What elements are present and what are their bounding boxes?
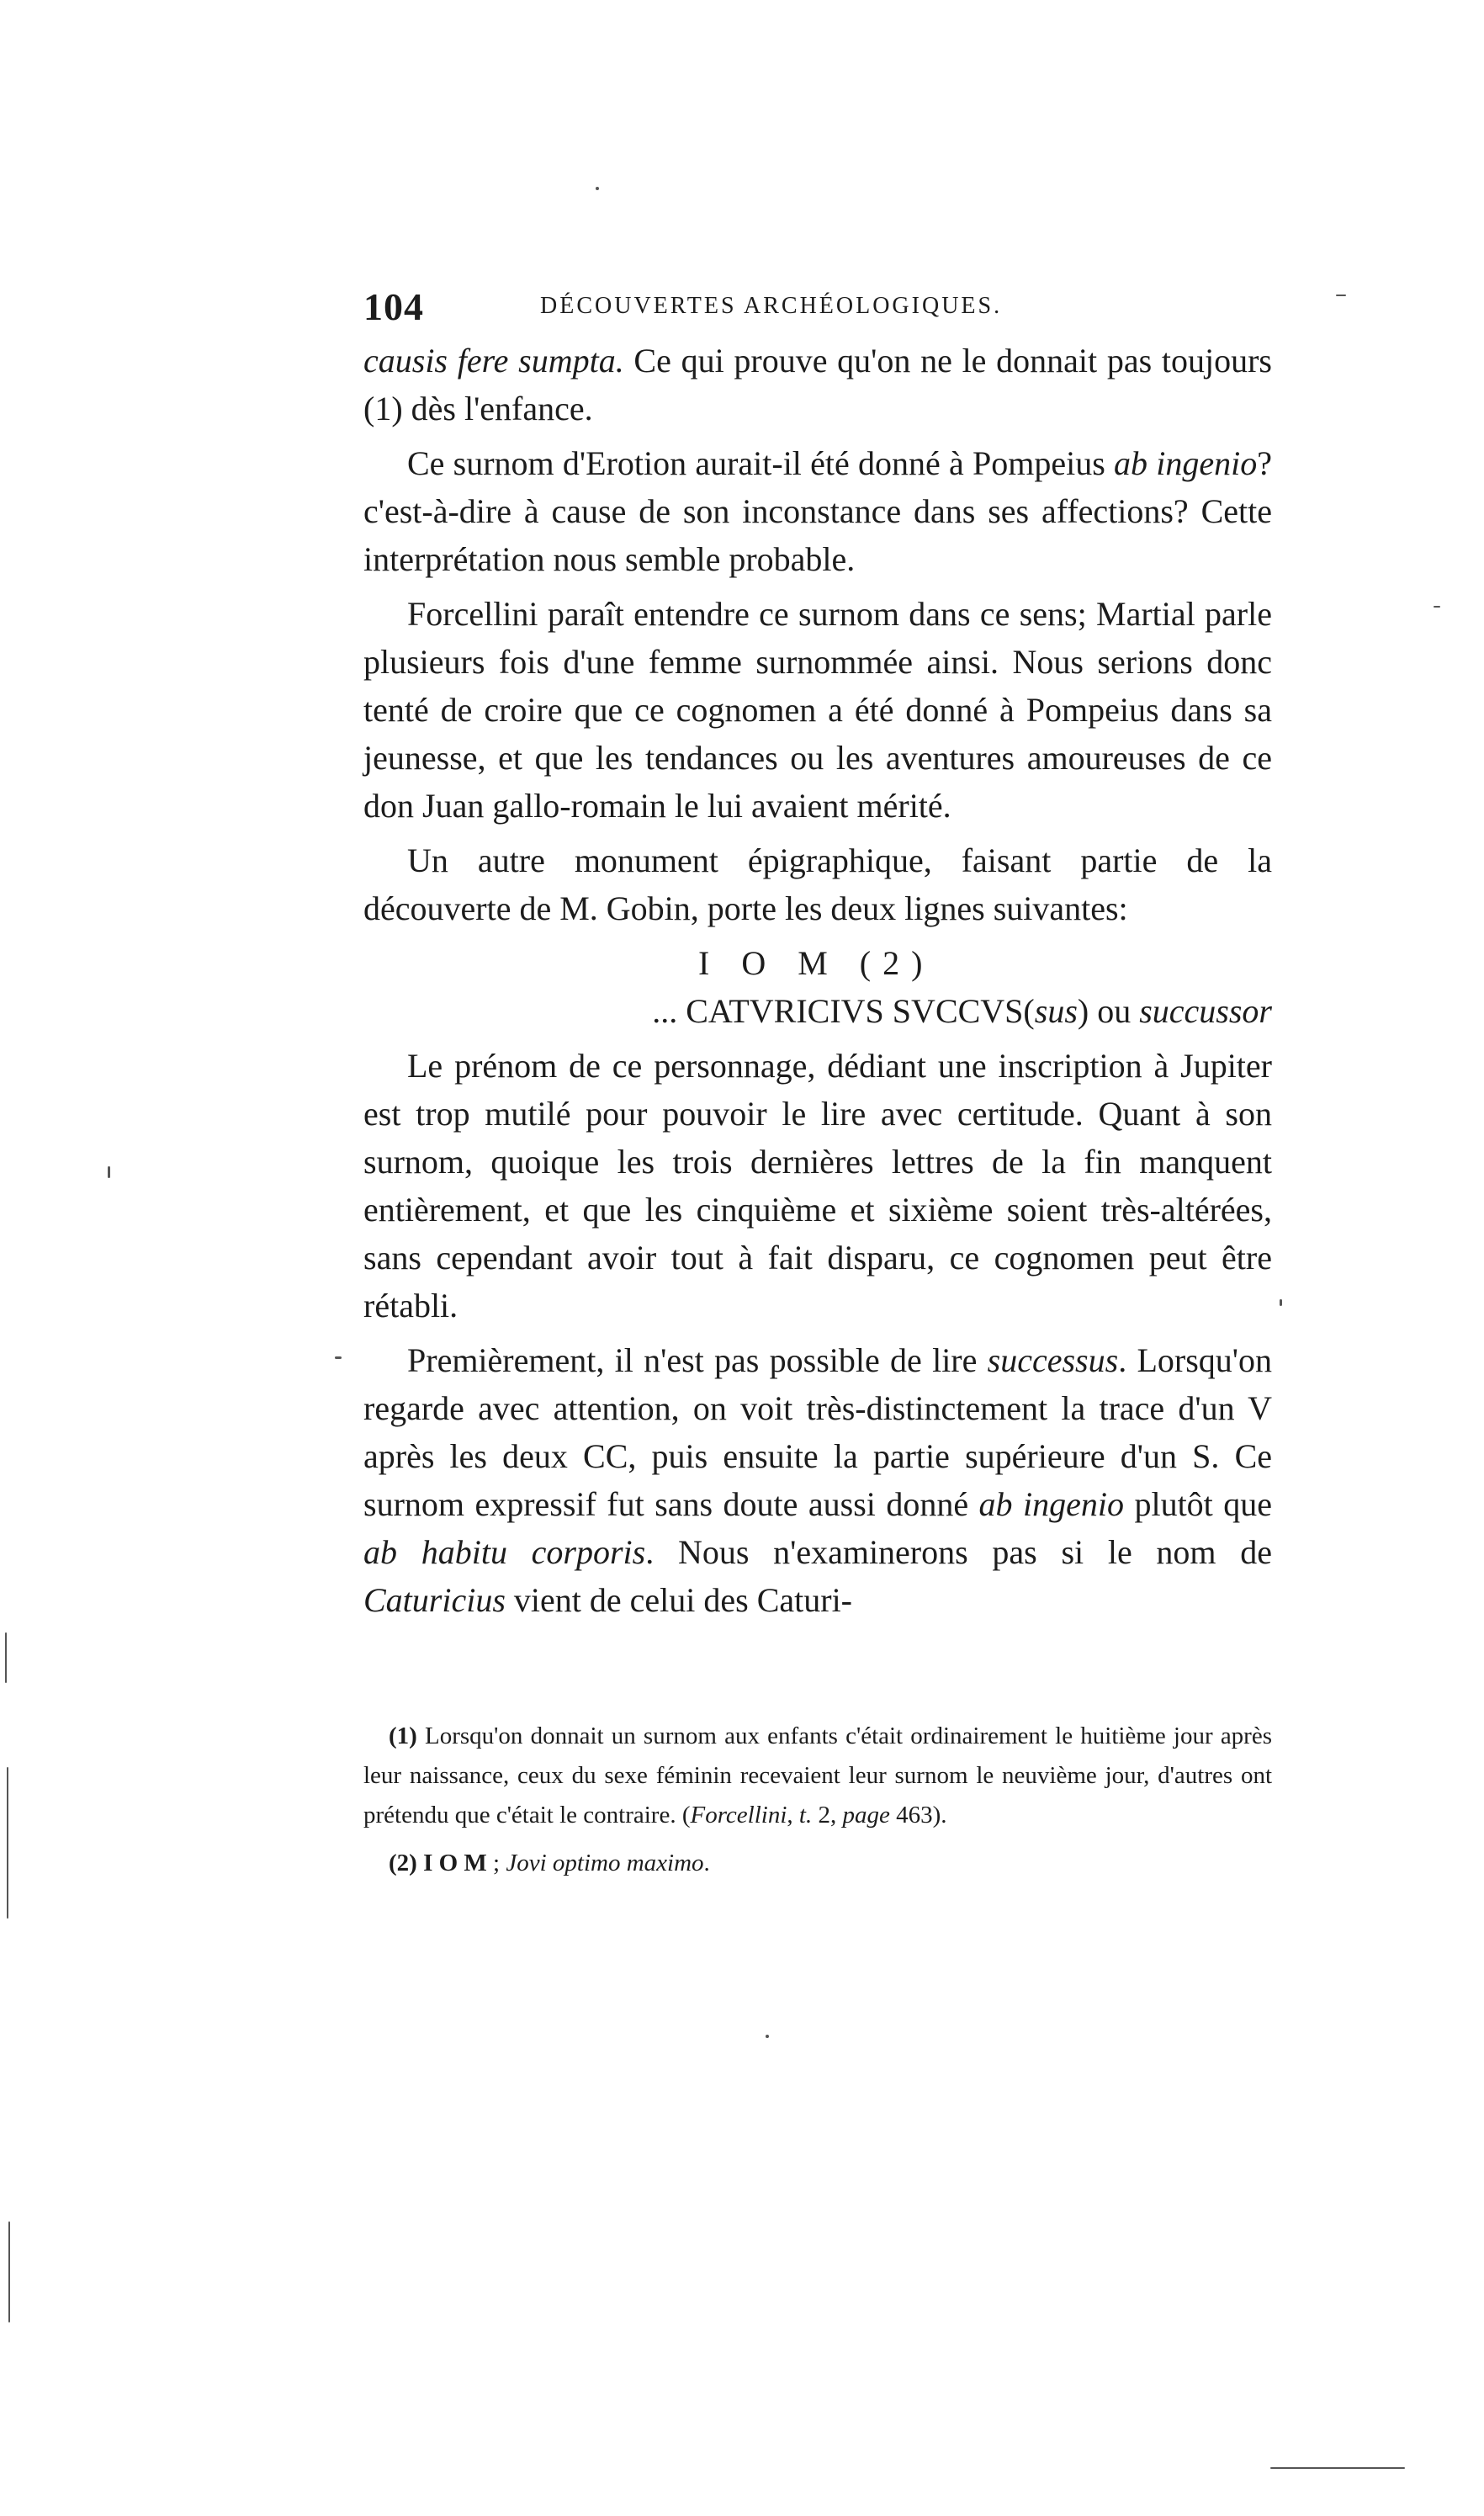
paragraph-after-text-segment: ab ingenio	[978, 1485, 1124, 1523]
paragraph-after-text-segment: plutôt que	[1124, 1485, 1273, 1523]
footnote-text-segment: ;	[486, 1850, 506, 1876]
paragraph-after-text-segment: ab habitu corporis	[363, 1533, 646, 1571]
inscription	[363, 939, 1272, 1035]
paragraph-4	[363, 836, 1272, 932]
paragraph-text-segment: Forcellini paraît entendre ce surnom dans ce sens; Martial parle plusieurs fois d'une femme surnommée ainsi. Nous serions donc tenté de croire que ce cognomen a été donné à Pompeius dans sa jeunesse, et que les tendances ou les aventures amoureuses de ce don Juan gallo-romain le lui avaient mérité.	[363, 595, 1272, 825]
footnote-text-segment: page	[842, 1802, 890, 1829]
footnote-text-segment: Lorsqu'on donnait un surnom aux enfants c'était ordinairement le huitième jour après leur naissance, ceux du sexe féminin recevaient leur surnom le neuvième jour, d'autres ont prétendu que c'était le contraire. (	[363, 1722, 1272, 1829]
footnote-1	[363, 1717, 1272, 1835]
paragraph-text-segment: ? c'est-à-dire à cause de son inconstance dans ses affections? Cette interprétation nous semble probable.	[363, 444, 1272, 578]
paragraph-after-2	[363, 1336, 1272, 1624]
paragraphs-after-inscription	[363, 1042, 1272, 1624]
page-header	[363, 284, 1272, 335]
footnote-text-segment: .	[703, 1850, 710, 1876]
footnote-text-segment: t.	[798, 1802, 813, 1829]
page-number: 104	[363, 285, 424, 328]
footnote-text-segment: ,	[787, 1802, 799, 1829]
inscription-line-2-italic: sus	[1034, 992, 1078, 1030]
footnote-text-segment: 463).	[889, 1802, 947, 1829]
inscription-line-2-mid: ) ou	[1077, 992, 1140, 1030]
paragraphs-before-inscription	[363, 337, 1272, 932]
footnotes	[363, 1717, 1272, 1892]
paragraph-after-text-segment: . Lorsqu'on regarde avec attention, on voit très-distinctement la trace d'un V après les deux CC, puis ensuite la partie supérieure d'un S. Ce surnom expressif fut sans doute aussi donné	[363, 1341, 1272, 1523]
paragraph-after-text-segment: successus	[987, 1341, 1119, 1379]
body-text	[363, 337, 1272, 1631]
paragraph-text-segment: ab ingenio	[1114, 444, 1258, 482]
footnote-2	[363, 1844, 1272, 1883]
inscription-line-1: I O M (2)	[698, 944, 935, 982]
footnote-text-segment: I O M	[416, 1850, 487, 1876]
paragraph-after-text-segment: Premièrement, il n'est pas possible de lire	[407, 1341, 988, 1379]
footnote-text-segment: 2,	[812, 1802, 843, 1829]
paragraph-text-segment: Ce qui prouve qu'on ne le donnait pas toujours (1) dès l'enfance.	[363, 342, 1272, 427]
footnote-text-segment: (2)	[389, 1850, 417, 1876]
footnote-text-segment: Forcellini	[690, 1802, 787, 1829]
paragraph-after-1	[363, 1042, 1272, 1330]
paragraph-after-text-segment: . Nous n'examinerons pas si le nom de	[645, 1533, 1272, 1571]
paragraph-text-segment: Un autre monument épigraphique, faisant partie de la découverte de M. Gobin, porte les deux lignes suivantes:	[363, 841, 1272, 927]
footnote-text-segment: Jovi optimo maximo	[506, 1850, 704, 1876]
paragraph-text-segment: Ce surnom d'Erotion aurait-il été donné à Pompeius	[407, 444, 1115, 482]
paragraph-1	[363, 337, 1272, 433]
inscription-line-2-start: ... CATVRICIVS SVCCVS(	[652, 992, 1035, 1030]
paragraph-after-text-segment: vient de celui des Caturi-	[505, 1581, 852, 1619]
paragraph-2	[363, 439, 1272, 583]
paragraph-text-segment: causis fere sumpta.	[363, 342, 624, 380]
footnote-text-segment: (1)	[389, 1722, 417, 1749]
paragraph-after-text-segment: Caturicius	[363, 1581, 506, 1619]
paragraph-after-text-segment: Le prénom de ce personnage, dédiant une inscription à Jupiter est trop mutilé pour pouvoir le lire avec certitude. Quant à son surnom, quoique les trois dernières lettres de la fin manquent entièrement, et que les cinquième et sixième soient très-altérées, sans cependant avoir tout à fait disparu, ce cognomen peut être rétabli.	[363, 1047, 1272, 1324]
paragraph-3	[363, 590, 1272, 830]
running-head: DÉCOUVERTES ARCHÉOLOGIQUES.	[540, 293, 1003, 319]
inscription-line-2-end: succussor	[1139, 992, 1272, 1030]
inscription-line-2	[363, 987, 1272, 1035]
